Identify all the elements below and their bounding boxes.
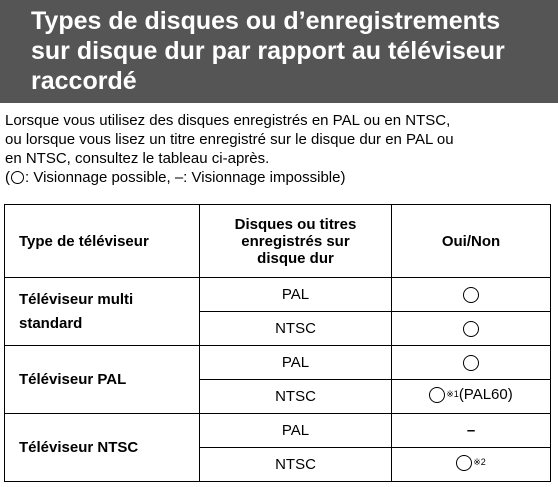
legend-line bbox=[5, 168, 555, 187]
footnote-mark: ※1 bbox=[446, 389, 459, 400]
format-cell: NTSC bbox=[200, 312, 392, 346]
tv-type-multi-standard bbox=[5, 278, 200, 346]
dash-mark: – bbox=[466, 422, 476, 439]
title-line-3: raccordé bbox=[31, 67, 137, 95]
result-cell bbox=[392, 278, 551, 312]
tv-type-ntsc bbox=[5, 414, 200, 482]
format-cell: PAL bbox=[200, 346, 392, 380]
tv-type-line-1: Téléviseur NTSC bbox=[19, 438, 139, 456]
format-cell: PAL bbox=[200, 414, 392, 448]
intro-paragraph bbox=[5, 111, 555, 187]
compatibility-table bbox=[4, 204, 551, 482]
tv-type-line-2: standard bbox=[19, 314, 83, 332]
format-cell: NTSC bbox=[200, 380, 392, 414]
tv-type-line-1: Téléviseur multi bbox=[19, 290, 134, 308]
result-cell bbox=[392, 312, 551, 346]
circle-icon bbox=[456, 455, 472, 471]
intro-line-3: en NTSC, consultez le tableau ci-après. bbox=[5, 150, 270, 167]
header-yes-no: Oui/Non bbox=[392, 205, 551, 278]
result-cell bbox=[392, 414, 551, 448]
intro-line-2: ou lorsque vous lisez un titre enregistré sur le disque dur en PAL ou bbox=[5, 131, 454, 148]
circle-icon bbox=[463, 355, 479, 371]
format-cell: NTSC bbox=[200, 448, 392, 482]
title-line-2: sur disque dur par rapport au téléviseur bbox=[31, 37, 505, 65]
circle-icon bbox=[463, 321, 479, 337]
footnote-mark: ※2 bbox=[473, 457, 486, 467]
header-media-line-2: enregistrés sur bbox=[241, 232, 350, 250]
legend-open-paren: ( bbox=[5, 169, 10, 186]
tv-type-line-1: Téléviseur PAL bbox=[19, 370, 127, 388]
result-cell bbox=[392, 346, 551, 380]
intro-line-1: Lorsque vous utilisez des disques enregistrés en PAL ou en NTSC, bbox=[5, 112, 451, 129]
table-row bbox=[5, 346, 551, 380]
title-line-1: Types de disques ou d’enregistrements bbox=[31, 7, 501, 35]
page-title bbox=[0, 0, 558, 103]
circle-icon bbox=[429, 387, 445, 403]
table-row bbox=[5, 278, 551, 312]
circle-icon bbox=[11, 171, 24, 184]
result-cell bbox=[392, 448, 551, 482]
result-suffix: (PAL60) bbox=[458, 386, 513, 404]
legend-text: : Visionnage possible, –: Visionnage impossible) bbox=[25, 169, 346, 186]
circle-icon bbox=[463, 287, 479, 303]
header-media-line-3: disque dur bbox=[257, 249, 334, 267]
header-tv-type: Type de téléviseur bbox=[5, 205, 200, 278]
header-media bbox=[200, 205, 392, 278]
table-row bbox=[5, 414, 551, 448]
table-header-row bbox=[5, 205, 551, 278]
tv-type-pal bbox=[5, 346, 200, 414]
result-cell bbox=[392, 380, 551, 414]
format-cell: PAL bbox=[200, 278, 392, 312]
header-media-line-1: Disques ou titres bbox=[234, 215, 357, 233]
